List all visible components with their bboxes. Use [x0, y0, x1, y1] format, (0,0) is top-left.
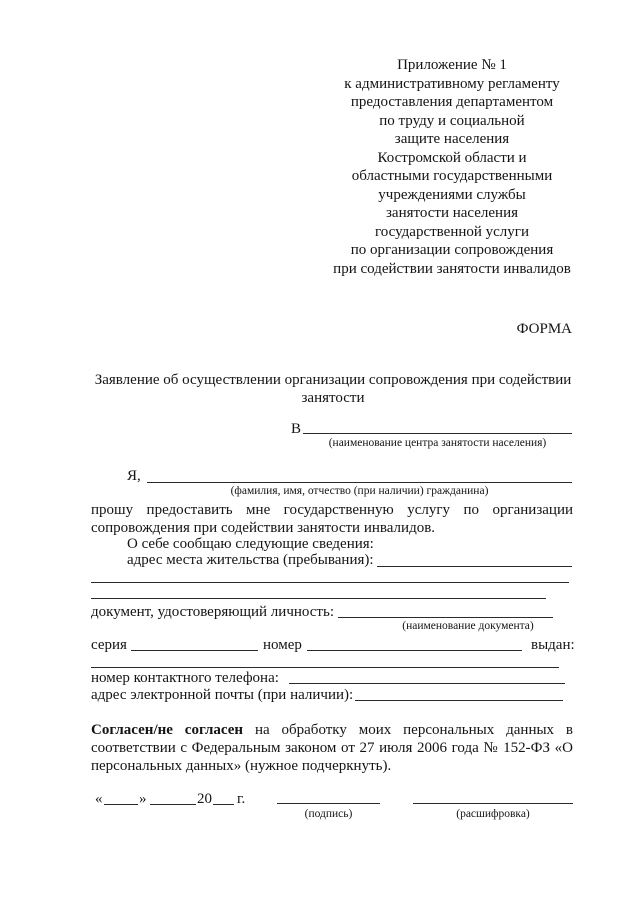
info-intro: О себе сообщаю следующие сведения: [127, 536, 374, 552]
header-line: Приложение № 1 [397, 57, 507, 73]
applicant-name-field[interactable] [147, 482, 572, 483]
document-title-line1: Заявление об осуществлении организации сопровождения при содействии [94, 372, 572, 388]
issued-field[interactable] [91, 667, 559, 668]
header-line: к административному регламенту [344, 75, 560, 92]
consent-bold: Согласен/не согласен [91, 722, 244, 738]
date-quote-open: « [95, 791, 103, 807]
appendix-header [320, 56, 584, 278]
header-line: учреждениями службы [378, 186, 526, 203]
document-field[interactable] [338, 617, 553, 618]
header-line: защите населения [394, 131, 510, 147]
number-field[interactable] [307, 650, 522, 651]
address-field-line3[interactable] [91, 598, 546, 599]
phone-label: номер контактного телефона: [91, 670, 279, 686]
consent-line1 [91, 721, 573, 739]
date-year-suffix: г. [237, 791, 246, 807]
document-label: документ, удостоверяющий личность: [91, 604, 334, 620]
issued-label: выдан: [531, 637, 575, 653]
email-label: адрес электронной почты (при наличии): [91, 687, 354, 703]
request-text-line1: прошу предоставить мне государственную услугу по организации [91, 502, 573, 518]
date-year-prefix: 20 [197, 791, 212, 807]
header-line: Костромской области и [377, 149, 527, 166]
header-line: занятости населения [385, 205, 518, 221]
date-quote-close: » [139, 791, 147, 807]
document-caption: (наименование документа) [402, 620, 534, 632]
consent-line1-rest: на обработку моих персональных данных в [254, 722, 574, 738]
date-year-field[interactable] [213, 804, 234, 805]
form-label: ФОРМА [516, 321, 572, 337]
document-title-line2: занятости [301, 390, 365, 406]
series-label: серия [91, 637, 127, 653]
recipient-field[interactable] [303, 433, 572, 434]
consent-line3: персональных данных» (нужное подчеркнуть). [91, 758, 392, 774]
address-label: адрес места жительства (пребывания): [127, 552, 374, 568]
signature-field[interactable] [277, 803, 380, 804]
number-label: номер [263, 637, 302, 653]
date-month-field[interactable] [150, 804, 196, 805]
consent-line2: соответствии с Федеральным законом от 27 июля 2006 года № 152-ФЗ «О [91, 740, 573, 756]
date-day-field[interactable] [104, 804, 138, 805]
header-line: при содействии занятости инвалидов [333, 260, 571, 277]
header-line: областными государственными [351, 168, 553, 184]
request-text-line2: сопровождения при содействии занятости инвалидов. [91, 520, 436, 536]
recipient-prefix: В [291, 421, 302, 437]
header-line: по труду и социальной [379, 112, 525, 129]
recipient-caption: (наименование центра занятости населения) [328, 437, 547, 449]
applicant-prefix: Я, [127, 468, 141, 484]
transcript-field[interactable] [413, 803, 573, 804]
series-field[interactable] [131, 650, 258, 651]
header-line: предоставления департаментом [350, 94, 554, 110]
email-field[interactable] [355, 700, 563, 701]
signature-caption: (подпись) [304, 808, 353, 820]
address-field-line2[interactable] [91, 582, 569, 583]
header-line: государственной услуги [375, 223, 529, 240]
phone-field[interactable] [289, 683, 565, 684]
address-field[interactable] [377, 566, 572, 567]
header-line: по организации сопровождения [350, 242, 554, 258]
applicant-caption: (фамилия, имя, отчество (при наличии) гражданина) [230, 485, 489, 497]
transcript-caption: (расшифровка) [456, 808, 530, 820]
